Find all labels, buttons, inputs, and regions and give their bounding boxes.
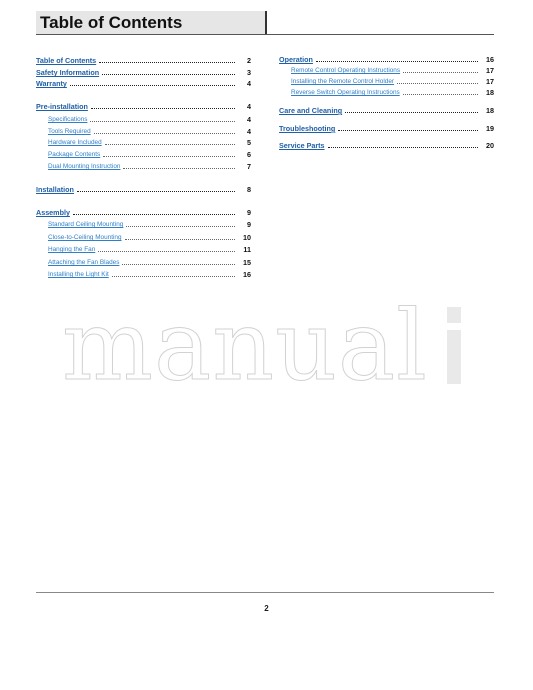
toc-entry-page: 4 [247,79,251,88]
toc-entry[interactable] [291,75,494,86]
dot-leader [345,111,478,113]
toc-entry[interactable] [279,122,494,133]
dot-leader [123,167,235,169]
toc-entry-page: 15 [243,258,251,267]
toc-entry[interactable] [36,206,251,217]
toc-entry-page: 17 [486,77,494,86]
watermark: manual [62,290,428,402]
toc-entry[interactable] [48,148,251,159]
toc-entry-page: 5 [247,138,251,147]
toc-entry-page: 7 [247,162,251,171]
dot-leader [316,60,478,62]
toc-entry-page: 16 [243,270,251,279]
toc-entry-page: 3 [247,68,251,77]
dot-leader [99,61,235,63]
toc-entry-label[interactable]: Remote Control Operating Instructions [291,67,401,74]
dot-leader [328,146,478,148]
toc-entry[interactable] [48,113,251,124]
dot-leader [338,129,478,131]
toc-entry[interactable] [36,100,251,111]
toc-entry[interactable] [48,125,251,136]
dot-leader [103,155,235,157]
toc-entry[interactable] [48,218,251,229]
toc-entry-page: 4 [247,102,251,111]
toc-entry-page: 17 [486,66,494,75]
toc-entry-page: 16 [486,55,494,64]
footer-rule [36,592,494,593]
page-title: Table of Contents [40,13,183,32]
dot-leader [105,143,235,145]
toc-entry-page: 8 [247,185,251,194]
toc-entry-label[interactable]: Hanging the Fan [48,246,96,253]
toc-entry-label[interactable]: Operation [279,55,313,64]
toc-entry-page: 9 [247,208,251,217]
toc-entry[interactable] [48,160,251,171]
toc-entry-label[interactable]: Standard Ceiling Mounting [48,221,124,228]
dot-leader [397,82,478,84]
toc-entry-label[interactable]: Specifications [48,116,88,123]
toc-entry-page: 6 [247,150,251,159]
toc-entry-page: 4 [247,127,251,136]
toc-entry-label[interactable]: Service Parts [279,141,325,150]
header-rule [36,34,494,35]
toc-entry-page: 4 [247,115,251,124]
toc-entry-label[interactable]: Installing the Remote Control Holder [291,78,395,85]
toc-entry[interactable] [48,243,251,254]
toc-entry-page: 2 [247,56,251,65]
dot-leader [90,120,235,122]
dot-leader [403,93,478,95]
toc-entry-label[interactable]: Hardware Included [48,139,102,146]
toc-entry-page: 18 [486,88,494,97]
toc-entry[interactable] [291,86,494,97]
toc-entry[interactable] [36,54,251,65]
toc-entry[interactable] [279,53,494,64]
dot-leader [70,84,235,86]
toc-entry[interactable] [48,136,251,147]
toc-entry-page: 19 [486,124,494,133]
watermark-i-stem [447,330,461,384]
toc-entry-label[interactable]: Tools Required [48,128,91,135]
toc-entry[interactable] [279,104,494,115]
toc-entry-label[interactable]: Troubleshooting [279,124,336,133]
toc-entry-label[interactable]: Pre-installation [36,102,88,111]
toc-entry-label[interactable]: Attaching the Fan Blades [48,259,120,266]
toc-entry-page: 18 [486,106,494,115]
toc-entry[interactable] [48,268,251,279]
toc-entry-label[interactable]: Care and Cleaning [279,106,343,115]
toc-entry-label[interactable]: Close-to-Ceiling Mounting [48,234,122,241]
toc-entry-page: 11 [243,245,251,254]
toc-entry-label[interactable]: Dual Mounting Instruction [48,163,121,170]
dot-leader [125,238,235,240]
toc-entry[interactable] [291,64,494,75]
dot-leader [403,71,478,73]
dot-leader [73,213,235,215]
toc-entry-label[interactable]: Package Contents [48,151,101,158]
dot-leader [94,132,235,134]
toc-entry-page: 9 [247,220,251,229]
header-divider [265,11,267,34]
dot-leader [77,190,235,192]
toc-entry[interactable] [279,139,494,150]
toc-entry-label[interactable]: Installing the Light Kit [48,271,109,278]
page-number: 2 [264,604,269,613]
dot-leader [91,107,235,109]
toc-entry-label[interactable]: Reverse Switch Operating Instructions [291,89,400,96]
dot-leader [126,225,235,227]
toc-entry-page: 20 [486,141,494,150]
toc-entry[interactable] [36,77,251,88]
toc-entry-label[interactable]: Installation [36,185,74,194]
toc-entry-label[interactable]: Safety Information [36,68,100,77]
toc-entry-label[interactable]: Table of Contents [36,56,97,65]
toc-entry-page: 10 [243,233,251,242]
toc-entry[interactable] [36,66,251,77]
dot-leader [102,73,235,75]
toc-entry[interactable] [48,256,251,267]
dot-leader [122,263,235,265]
toc-entry[interactable] [36,183,251,194]
dot-leader [98,250,235,252]
dot-leader [112,275,235,277]
toc-entry-label[interactable]: Warranty [36,79,67,88]
toc-entry-label[interactable]: Assembly [36,208,70,217]
watermark-i-dot [447,307,461,323]
toc-entry[interactable] [48,231,251,242]
